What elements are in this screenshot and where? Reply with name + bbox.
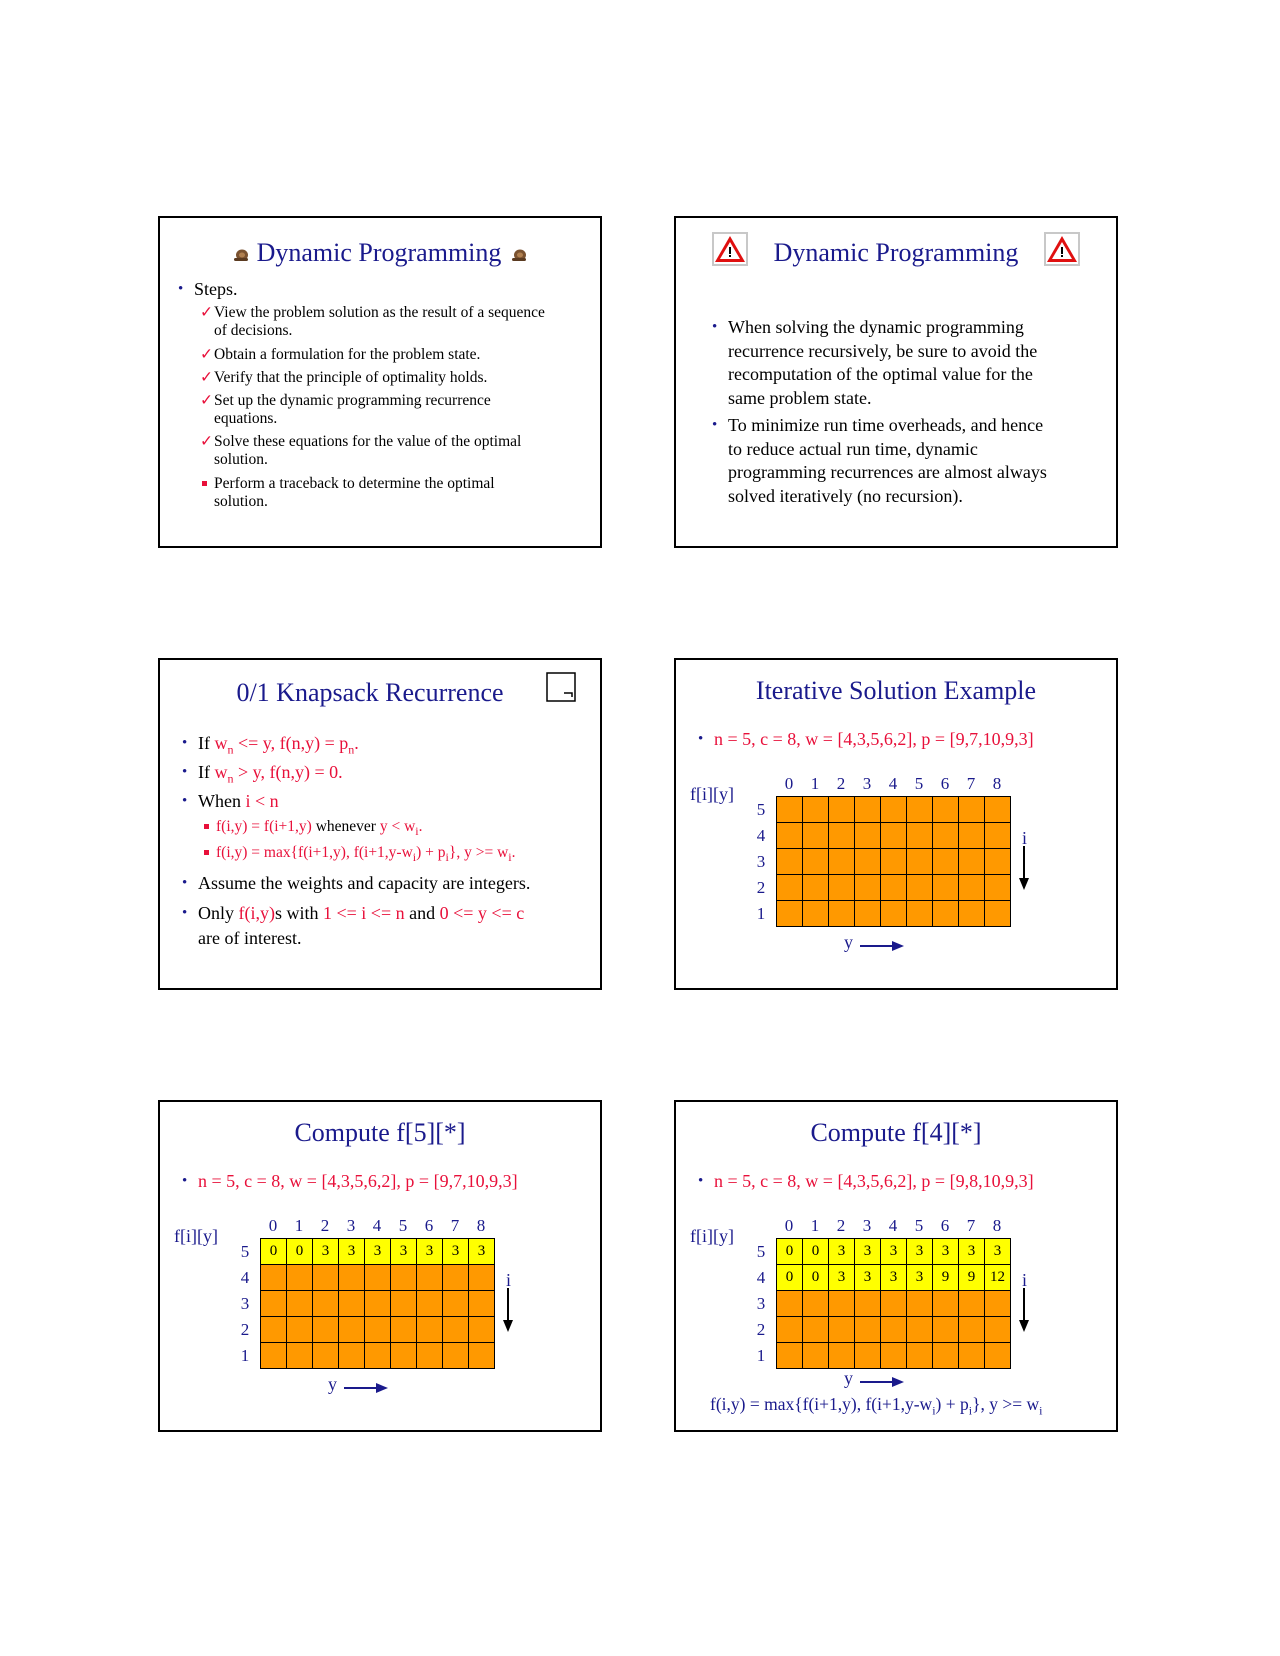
table-cell: 0 — [261, 1239, 287, 1265]
table-cell — [907, 797, 933, 823]
table-cell — [417, 1317, 443, 1343]
table-cell: 3 — [829, 1265, 855, 1291]
table-cell — [443, 1291, 469, 1317]
table-cell — [339, 1265, 365, 1291]
slide-2 — [674, 216, 1118, 548]
table-cell — [313, 1291, 339, 1317]
table-cell: 3 — [881, 1265, 907, 1291]
table-cell — [907, 823, 933, 849]
table-cell — [855, 797, 881, 823]
right-arrow-icon — [860, 1376, 904, 1388]
bullet-dot: • — [182, 905, 188, 921]
table-cell — [443, 1343, 469, 1369]
table-label: f[i][y] — [174, 1226, 218, 1246]
slide-3 — [158, 658, 602, 990]
column-headers: 0 1 2 3 4 5 6 7 8 — [784, 774, 1002, 793]
table-cell — [313, 1343, 339, 1369]
table-cell — [933, 875, 959, 901]
table-cell — [339, 1317, 365, 1343]
table-cell — [855, 1317, 881, 1343]
bullet-dot: • — [178, 281, 184, 297]
i-axis-label: i — [1022, 828, 1028, 848]
table-cell — [855, 1343, 881, 1369]
table-cell — [959, 901, 985, 927]
table-cell — [777, 823, 803, 849]
table-cell: 12 — [985, 1265, 1011, 1291]
bullet-dot: • — [182, 875, 188, 891]
table-cell — [907, 1291, 933, 1317]
slide-3-sub: f(i,y) = f(i+1,y) whenever $y < w_i$. — [216, 818, 422, 840]
table-cell — [855, 823, 881, 849]
table-cell — [933, 1291, 959, 1317]
table-cell — [881, 901, 907, 927]
column-headers: 0 1 2 3 4 5 6 7 8 — [268, 1216, 486, 1235]
table-cell — [261, 1343, 287, 1369]
table-cell: 3 — [907, 1239, 933, 1265]
table-label: f[i][y] — [690, 784, 734, 804]
table-cell — [443, 1265, 469, 1291]
table-cell — [391, 1291, 417, 1317]
table-cell — [959, 849, 985, 875]
slide-2-bullet: • When solving the dynamic programming recurrence recursively, be sure to avoid the recomputation of the optimal value for the same problem state. — [712, 317, 1038, 408]
table-cell — [803, 823, 829, 849]
table-cell — [417, 1265, 443, 1291]
bullet-text: Steps. — [194, 279, 238, 299]
slide-2-title: Dynamic Programming — [773, 238, 1019, 267]
y-axis-label: y — [844, 932, 853, 952]
table-cell — [985, 1317, 1011, 1343]
slide-3-sub: f(i,y) = max{f(i+1,y), $f(i+1,y-w_i) + p_i$}, $y >= w_i$. — [216, 844, 515, 866]
table-cell: 3 — [469, 1239, 495, 1265]
i-axis-label: i — [1022, 1270, 1028, 1290]
table-cell — [469, 1317, 495, 1343]
slide-1-title-row — [160, 238, 600, 268]
table-cell — [829, 823, 855, 849]
table-cell — [907, 1343, 933, 1369]
table-cell — [829, 1343, 855, 1369]
table-cell — [803, 901, 829, 927]
table-cell: 0 — [287, 1239, 313, 1265]
slide-3-bullet: • If $w_n <= y$, $f(n,y) = p_n$. — [182, 733, 359, 757]
table-cell — [777, 1291, 803, 1317]
slide-5-title: Compute f[5][*] — [294, 1118, 466, 1147]
step-item: ✓ Set up the dynamic programming recurrence equations. — [200, 392, 491, 427]
table-cell — [313, 1317, 339, 1343]
down-arrow-icon — [1018, 846, 1030, 890]
table-cell — [881, 1291, 907, 1317]
table-cell — [365, 1291, 391, 1317]
table-cell — [469, 1291, 495, 1317]
table-cell — [985, 901, 1011, 927]
table-cell: 3 — [855, 1239, 881, 1265]
table-cell — [985, 849, 1011, 875]
table-cell — [881, 875, 907, 901]
step-item: ✓ Obtain a formulation for the problem state. — [200, 346, 481, 363]
table-cell — [313, 1265, 339, 1291]
table-cell — [985, 797, 1011, 823]
table-cell — [261, 1291, 287, 1317]
table-cell — [469, 1265, 495, 1291]
table-cell: 3 — [829, 1239, 855, 1265]
warning-icon — [1044, 232, 1080, 266]
table-cell: 9 — [933, 1265, 959, 1291]
table-cell: 3 — [933, 1239, 959, 1265]
table-cell — [959, 1317, 985, 1343]
table-cell — [855, 901, 881, 927]
table-cell — [829, 797, 855, 823]
table-cell — [959, 1291, 985, 1317]
table-cell: 0 — [803, 1239, 829, 1265]
check-icon: ✓ — [200, 369, 213, 386]
table-cell — [985, 1343, 1011, 1369]
table-cell — [287, 1291, 313, 1317]
table-cell — [959, 875, 985, 901]
y-axis-label: y — [328, 1374, 337, 1394]
down-arrow-icon — [1018, 1288, 1030, 1332]
table-cell — [907, 1317, 933, 1343]
table-cell: 3 — [985, 1239, 1011, 1265]
table-cell — [365, 1317, 391, 1343]
table-cell — [777, 1317, 803, 1343]
table-cell — [829, 875, 855, 901]
column-headers: 0 1 2 3 4 5 6 7 8 — [784, 1216, 1002, 1235]
table-cell — [959, 1343, 985, 1369]
step-item: Perform a traceback to determine the optimal solution. — [214, 475, 495, 511]
row-headers: 5 4 3 2 1 — [240, 1242, 250, 1365]
table-cell — [261, 1317, 287, 1343]
table-cell — [287, 1265, 313, 1291]
table-cell: 0 — [777, 1239, 803, 1265]
slide-3-bullet: • If $w_n > y$, f(n,y) = 0. — [182, 762, 343, 786]
table-cell: 0 — [777, 1265, 803, 1291]
table-cell — [777, 797, 803, 823]
slide-4 — [674, 658, 1118, 990]
table-cell — [855, 875, 881, 901]
table-cell — [881, 849, 907, 875]
table-cell — [803, 1343, 829, 1369]
table-cell — [829, 1291, 855, 1317]
square-bullet-icon — [202, 481, 207, 486]
right-arrow-icon — [344, 1382, 388, 1394]
table-cell — [443, 1317, 469, 1343]
table-cell: 3 — [907, 1265, 933, 1291]
bullet-dot: • — [698, 731, 704, 747]
table-cell — [417, 1291, 443, 1317]
table-cell — [803, 1317, 829, 1343]
recurrence-formula: f(i,y) = max{f(i+1,y), $f(i+1,y-w_i) + p_i$}, $y >= w_i$ — [710, 1394, 1043, 1418]
table-cell — [907, 849, 933, 875]
slide-2-bullet: • To minimize run time overheads, and hence to reduce actual run time, dynamic programming recurrences are almost always solved iteratively (no recursion). — [712, 415, 1047, 506]
table-cell — [855, 1291, 881, 1317]
table-cell — [339, 1291, 365, 1317]
row-headers: 5 4 3 2 1 — [756, 800, 766, 923]
table-cell: 3 — [339, 1239, 365, 1265]
table-cell — [417, 1343, 443, 1369]
table-cell — [365, 1265, 391, 1291]
slide-4-title: Iterative Solution Example — [755, 676, 1037, 705]
table-cell — [777, 1343, 803, 1369]
table-cell: 3 — [855, 1265, 881, 1291]
square-bullet-icon — [204, 824, 209, 829]
table-cell — [959, 797, 985, 823]
table-cell: 3 — [417, 1239, 443, 1265]
slide-3-bullet: • Assume the weights and capacity are integers. — [182, 873, 531, 893]
bullet-dot: • — [182, 735, 188, 751]
table-cell — [933, 823, 959, 849]
table-cell — [339, 1343, 365, 1369]
table-cell: 3 — [313, 1239, 339, 1265]
table-cell — [829, 1317, 855, 1343]
table-cell — [829, 901, 855, 927]
check-icon: ✓ — [200, 346, 213, 363]
table-cell — [777, 875, 803, 901]
table-cell — [829, 849, 855, 875]
table-cell — [287, 1317, 313, 1343]
table-cell — [261, 1265, 287, 1291]
table-cell — [287, 1343, 313, 1369]
table-cell — [391, 1317, 417, 1343]
table-cell: 0 — [803, 1265, 829, 1291]
table-cell — [985, 875, 1011, 901]
slide-3-title: 0/1 Knapsack Recurrence — [236, 678, 504, 707]
table-cell — [907, 901, 933, 927]
slide-1 — [158, 216, 602, 548]
check-icon: ✓ — [200, 304, 213, 321]
dp-table — [776, 796, 1011, 927]
table-cell — [391, 1343, 417, 1369]
table-cell — [855, 849, 881, 875]
note-icon — [546, 672, 576, 702]
table-cell: 3 — [365, 1239, 391, 1265]
bullet-dot: • — [182, 1173, 188, 1189]
check-icon: ✓ — [200, 392, 213, 409]
slide-3-bullet: • Only f(i,y)s with 1 <= i <= n and 0 <= y <= c are of interest. — [182, 903, 525, 948]
table-cell — [933, 1317, 959, 1343]
table-cell — [959, 823, 985, 849]
slide-3-bullet: • When i < n — [182, 791, 279, 811]
right-arrow-icon — [860, 940, 904, 952]
table-cell — [777, 849, 803, 875]
table-cell — [365, 1343, 391, 1369]
table-cell — [933, 901, 959, 927]
params-line: • n = 5, c = 8, w = [4,3,5,6,2], p = [9,7,10,9,3] — [182, 1171, 518, 1191]
dp-table — [260, 1238, 495, 1369]
square-bullet-icon — [204, 850, 209, 855]
table-cell — [881, 1343, 907, 1369]
row-headers: 5 4 3 2 1 — [756, 1242, 766, 1365]
bullet-dot: • — [182, 793, 188, 809]
table-cell — [469, 1343, 495, 1369]
table-cell: 9 — [959, 1265, 985, 1291]
slide-6 — [674, 1100, 1118, 1432]
check-icon: ✓ — [200, 433, 213, 450]
i-axis-label: i — [506, 1270, 512, 1290]
table-cell — [803, 849, 829, 875]
table-cell: 3 — [391, 1239, 417, 1265]
bullet-dot: • — [712, 319, 718, 335]
table-cell — [803, 1291, 829, 1317]
table-cell — [985, 823, 1011, 849]
table-cell: 3 — [959, 1239, 985, 1265]
bullet-steps — [178, 278, 238, 300]
table-cell: 3 — [881, 1239, 907, 1265]
y-axis-label: y — [844, 1368, 853, 1388]
table-cell — [803, 875, 829, 901]
params-line: • n = 5, c = 8, w = [4,3,5,6,2], p = [9,8,10,9,3] — [698, 1171, 1034, 1191]
table-cell — [391, 1265, 417, 1291]
slide-5 — [158, 1100, 602, 1432]
table-cell — [777, 901, 803, 927]
snail-icon — [233, 248, 249, 262]
table-cell — [881, 797, 907, 823]
table-cell — [933, 797, 959, 823]
snail-icon — [511, 248, 527, 262]
bullet-dot: • — [712, 417, 718, 433]
table-cell — [803, 797, 829, 823]
table-cell — [907, 875, 933, 901]
step-item: ✓ Solve these equations for the value of the optimal solution. — [200, 433, 522, 468]
table-cell — [881, 823, 907, 849]
params-line: • n = 5, c = 8, w = [4,3,5,6,2], p = [9,7,10,9,3] — [698, 729, 1034, 749]
table-cell: 3 — [443, 1239, 469, 1265]
table-cell — [881, 1317, 907, 1343]
slide-1-title: Dynamic Programming — [256, 238, 502, 267]
step-item: ✓ View the problem solution as the result of a sequence of decisions. — [200, 304, 545, 339]
table-cell — [933, 849, 959, 875]
table-cell — [985, 1291, 1011, 1317]
bullet-dot: • — [698, 1173, 704, 1189]
slide-6-title: Compute f[4][*] — [810, 1118, 982, 1147]
dp-table — [776, 1238, 1011, 1369]
table-label: f[i][y] — [690, 1226, 734, 1246]
down-arrow-icon — [502, 1288, 514, 1332]
bullet-dot: • — [182, 764, 188, 780]
step-item: ✓ Verify that the principle of optimality holds. — [200, 369, 488, 386]
table-cell — [933, 1343, 959, 1369]
